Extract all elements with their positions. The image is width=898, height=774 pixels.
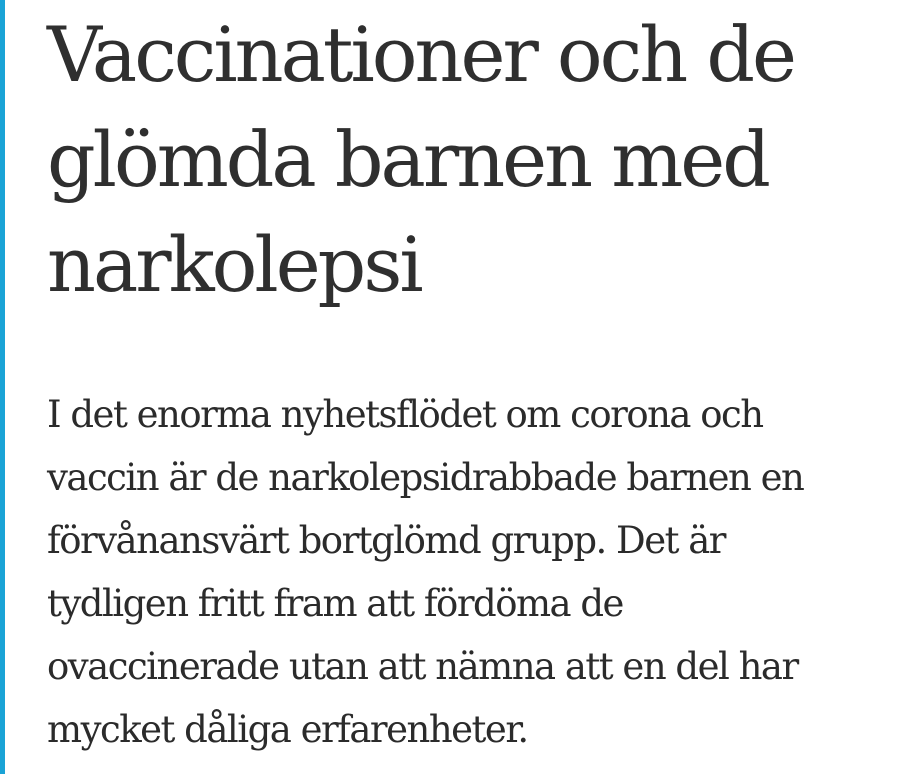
lead-line: ovaccinerade utan att nämna att en del har [47, 645, 798, 688]
headline-line: Vaccinationer och de [47, 10, 794, 99]
lead-line: vaccin är de narkolepsidrabbade barnen en [47, 456, 804, 499]
article [47, 0, 887, 751]
headline-line: narkolepsi [47, 220, 421, 309]
lead-line: I det enorma nyhetsflödet om corona och [47, 393, 763, 436]
headline [47, 0, 887, 317]
headline-line: glömda barnen med [47, 115, 768, 204]
lead-line: mycket dåliga erfarenheter. [47, 708, 528, 751]
lead-line: förvånansvärt bortglömd grupp. Det är [47, 519, 725, 562]
lead-line: tydligen fritt fram att fördöma de [47, 582, 623, 625]
accent-bar [0, 0, 5, 774]
lead-paragraph [47, 383, 887, 761]
